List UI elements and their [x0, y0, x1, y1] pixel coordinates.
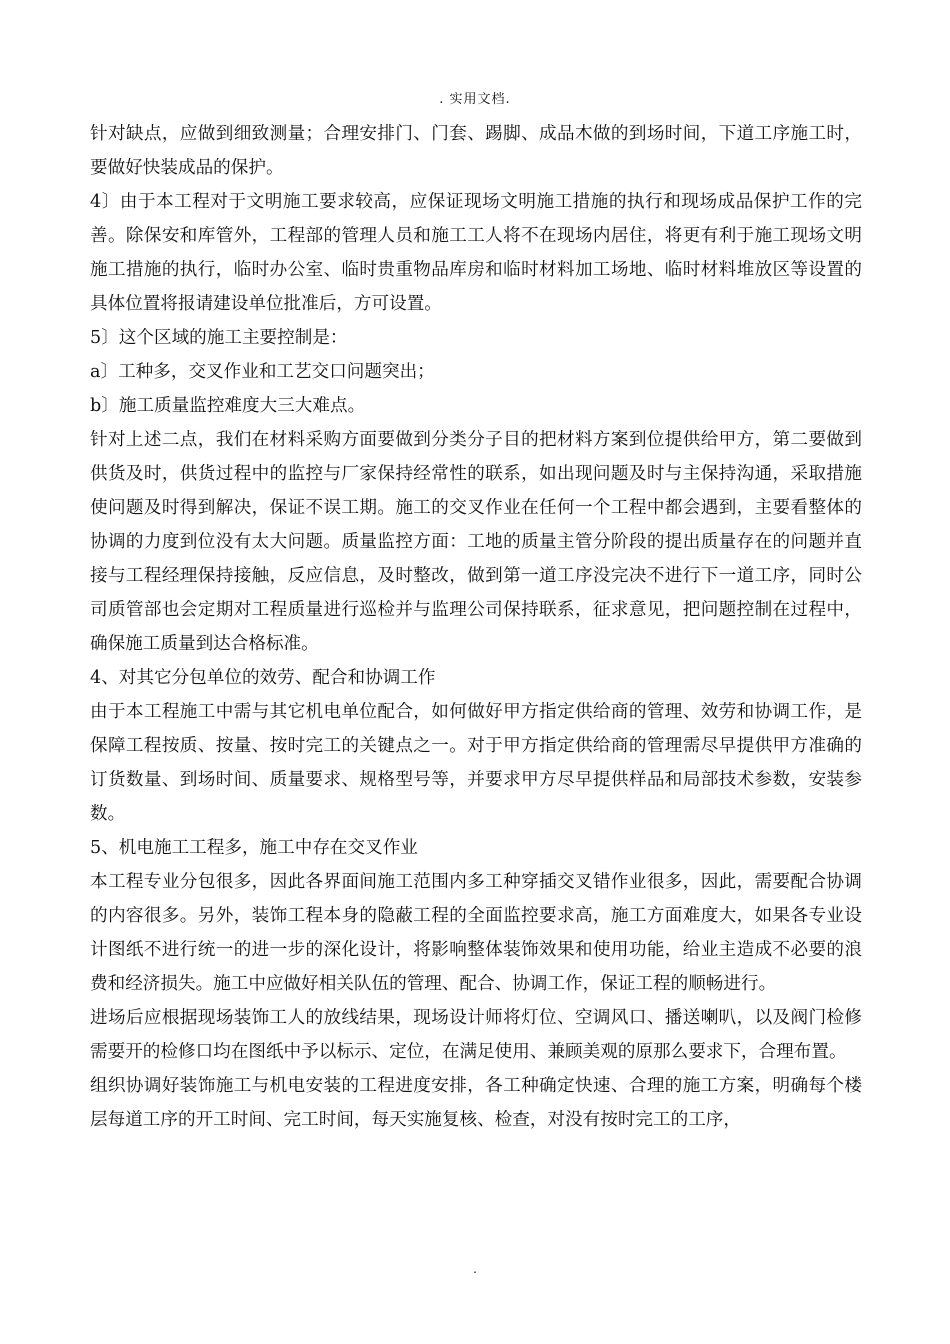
paragraph: 由于本工程施工中需与其它机电单位配合，如何做好甲方指定供给商的管理、效劳和协调工作，是保障工程按质、按量、按时完工的关键点之一。对于甲方指定供给商的管理需尽早提供甲方准确的订货数量、到场时间、质量要求、规格型号等，并要求甲方尽早提供样品和局部技术参数，安装参数。	[90, 702, 862, 824]
section-heading: 5、机电施工工程多，施工中存在交叉作业	[90, 838, 418, 858]
paragraph: 针对上述二点，我们在材料采购方面要做到分类分子目的把材料方案到位提供给甲方，第二要做到供货及时，供货过程中的监控与厂家保持经常性的联系，如出现问题及时与主保持沟通，采取措施使问题及时得到解决，保证不误工期。施工的交叉作业在任何一个工程中都会遇到，主要看整体的协调的力度到位没有太大问题。质量监控方面：工地的质量主管分阶段的提出质量存在的问题并直接与工程经理保持接触，反应信息，及时整改，做到第一道工序没完决不进行下一道工序，同时公司质管部也会定期对工程质量进行巡检并与监理公司保持联系，征求意见，把问题控制在过程中，确保施工质量到达合格标准。	[90, 430, 862, 654]
paragraph: 针对缺点，应做到细致测量；合理安排门、门套、踢脚、成品木做的到场时间，下道工序施工时，要做好快装成品的保护。	[90, 124, 862, 178]
section-heading: 4、对其它分包单位的效劳、配合和协调工作	[90, 668, 436, 688]
page-header: . 实用文档.	[439, 92, 511, 107]
paragraph: b〕施工质量监控难度大三大难点。	[90, 396, 366, 416]
paragraph: 4〕由于本工程对于文明施工要求较高，应保证现场文明施工措施的执行和现场成品保护工作的完善。除保安和库管外，工程部的管理人员和施工工人将不在现场内居住，将更有利于施工现场文明施工措施的执行，临时办公室、临时贵重物品库房和临时材料加工场地、临时材料堆放区等设置的具体位置将报请建设单位批准后，方可设置。	[90, 192, 862, 314]
paragraph: 组织协调好装饰施工与机电安装的工程进度安排，各工种确定快速、合理的施工方案，明确每个楼层每道工序的开工时间、完工时间，每天实施复核、检查，对没有按时完工的工序，	[90, 1076, 862, 1130]
document-body	[90, 117, 862, 1137]
paragraph: 本工程专业分包很多，因此各界面间施工范围内多工种穿插交叉错作业很多，因此，需要配合协调的内容很多。另外，装饰工程本身的隐蔽工程的全面监控要求高，施工方面难度大，如果各专业设计图纸不进行统一的进一步的深化设计，将影响整体装饰效果和使用功能，给业主造成不必要的浪费和经济损失。施工中应做好相关队伍的管理、配合、协调工作，保证工程的顺畅进行。	[90, 872, 862, 994]
paragraph: a〕工种多，交叉作业和工艺交口问题突出；	[90, 362, 435, 382]
paragraph: 进场后应根据现场装饰工人的放线结果，现场设计师将灯位、空调风口、播送喇叭，以及阀门检修需要开的检修口均在图纸中予以标示、定位，在满足使用、兼顾美观的原那么要求下，合理布置。	[90, 1008, 862, 1062]
paragraph: 5〕这个区域的施工主要控制是：	[90, 328, 348, 348]
page-footer: .	[473, 1262, 477, 1276]
